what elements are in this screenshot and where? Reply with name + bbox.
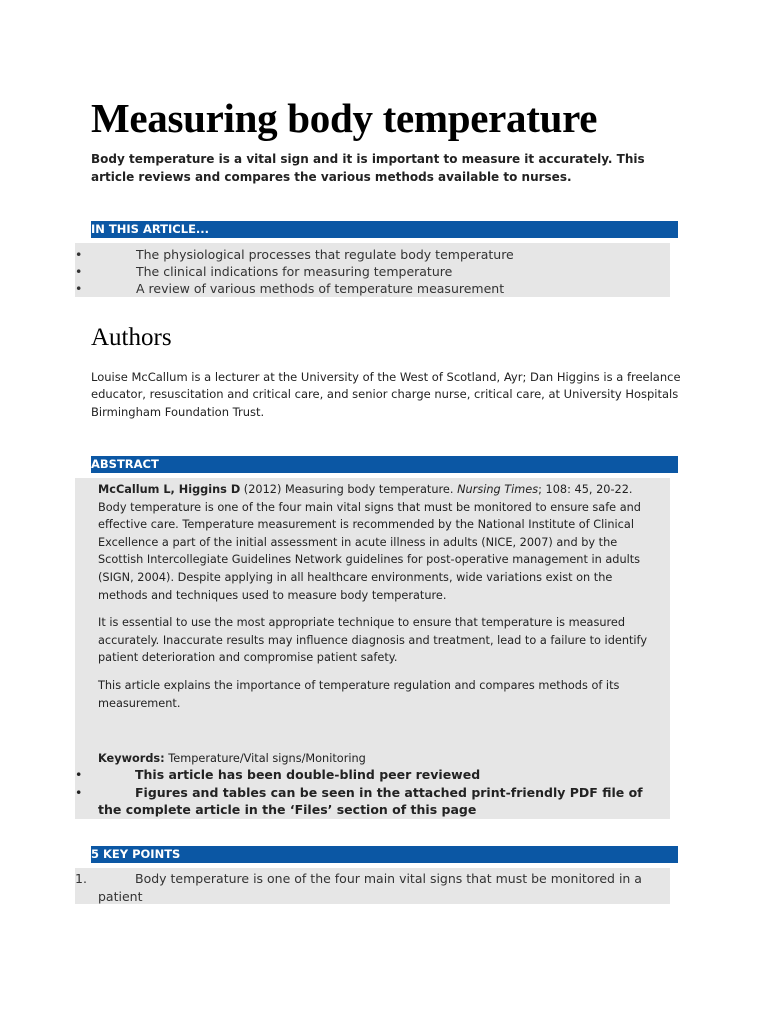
- list-number: 1.: [75, 871, 87, 886]
- abstract-paragraph: It is essential to use the most appropriate technique to ensure that temperature is measured accurately. Inaccurate results may influence diagnosis and treatment, lead to a failure to identify patient deterioration and compromise patient safety.: [98, 616, 648, 665]
- citation-authors: McCallum L, Higgins D: [98, 483, 241, 496]
- intro-text: Body temperature is a vital sign and it is important to measure it accurately. This article reviews and compares the various methods available to nurses.: [91, 152, 645, 184]
- bullet-icon: •: [75, 767, 83, 782]
- abstract-paragraph: McCallum L, Higgins D (2012) Measuring body temperature. Nursing Times; 108: 45, 20-22. Body temperature is one of the four main vital signs that must be monitored to ensure safe and effective care. Temperature measurement is recommended by the National Institute of Clinical Excellence a part of the initial assessment in acute illness in adults (NICE, 2007) and by the Scottish Intercollegiate Guidelines Network guidelines for post-operative management in adults (SIGN, 2004). Despite applying in all healthcare environments, wide variations exist on the methods and techniques used to measure body temperature.: [98, 483, 641, 602]
- abstract-heading: ABSTRACT: [91, 457, 159, 471]
- bullet-icon: •: [75, 264, 83, 279]
- in-this-article-list: • The physiological processes that regulate body temperature • The clinical indications for measuring temperature • A review of various methods of temperature measurement: [75, 243, 670, 297]
- authors-text: Louise McCallum is a lecturer at the University of the West of Scotland, Ayr; Dan Higgins is a freelance educator, resuscitation and critical care, and senior charge nurse, critical care, at University Hospitals Birmingham Foundation Trust.: [91, 370, 681, 419]
- in-this-article-header: [91, 221, 678, 238]
- bullet-icon: •: [75, 281, 83, 296]
- abstract-header: [91, 456, 678, 473]
- authors-heading: Authors: [91, 324, 172, 351]
- bullet-icon: •: [75, 785, 83, 800]
- abstract-paragraph: This article explains the importance of temperature regulation and compares methods of its measurement.: [98, 679, 620, 710]
- keywords-label: Keywords:: [98, 752, 165, 765]
- key-points-list: 1. Body temperature is one of the four main vital signs that must be monitored in a patient: [75, 868, 670, 904]
- in-this-article-heading: IN THIS ARTICLE...: [91, 222, 210, 236]
- keywords-value: Temperature/Vital signs/Monitoring: [164, 752, 366, 765]
- key-points-heading: 5 KEY POINTS: [91, 847, 181, 861]
- page-title: Measuring body temperature: [91, 95, 598, 141]
- bullet-icon: •: [75, 247, 83, 262]
- citation-journal: Nursing Times: [457, 483, 539, 496]
- abstract-panel: • This article has been double-blind peer reviewed • Figures and tables can be seen in the attached print-friendly PDF file of the complete article in the ‘Files’ section of this page: [75, 478, 670, 819]
- key-points-header: [91, 846, 678, 863]
- keywords: [98, 750, 663, 768]
